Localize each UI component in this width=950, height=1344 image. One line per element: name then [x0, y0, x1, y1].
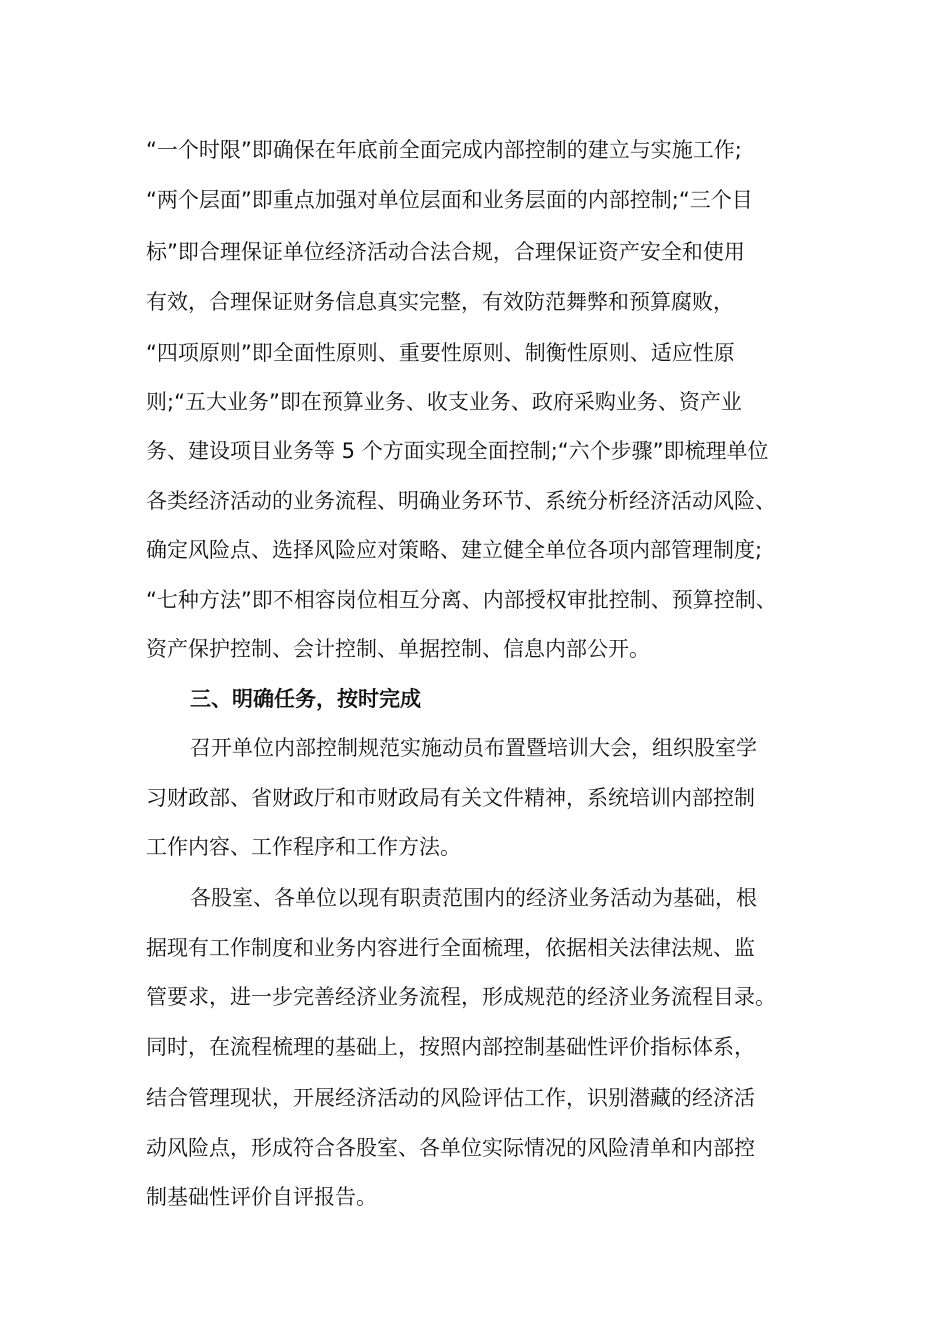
paragraph-2-line-4: 同时，在流程梳理的基础上，按照内部控制基础性评价指标体系，	[146, 1035, 755, 1059]
text-line-10: “七种方法”即不相容岗位相互分离、内部授权审批控制、预算控制、	[146, 588, 777, 612]
paragraph-2-line-5: 结合管理现状，开展经济活动的风险评估工作，识别潜藏的经济活	[146, 1086, 755, 1110]
text-line-9: 确定风险点、选择风险应对策略、建立健全单位各项内部管理制度;	[146, 538, 763, 562]
paragraph-2-line-6: 动风险点，形成符合各股室、各单位实际情况的风险清单和内部控	[146, 1136, 755, 1160]
paragraph-1-line-2: 习财政部、省财政厅和市财政局有关文件精神，系统培训内部控制	[146, 786, 755, 810]
text-line-5: “四项原则”即全面性原则、重要性原则、制衡性原则、适应性原	[146, 341, 735, 365]
paragraph-2-line-3: 管要求，进一步完善经济业务流程，形成规范的经济业务流程目录。	[146, 985, 776, 1009]
text-line-6: 则;“五大业务”即在预算业务、收支业务、政府采购业务、资产业	[146, 390, 742, 414]
paragraph-2-line-1: 各股室、各单位以现有职责范围内的经济业务活动为基础，根	[190, 886, 757, 910]
paragraph-1-line-1: 召开单位内部控制规范实施动员布置暨培训大会，组织股室学	[190, 736, 757, 760]
paragraph-1-line-3: 工作内容、工作程序和工作方法。	[146, 835, 461, 859]
section-heading: 三、明确任务，按时完成	[190, 687, 421, 711]
paragraph-2-line-7: 制基础性评价自评报告。	[146, 1185, 377, 1209]
text-line-2: “两个层面”即重点加强对单位层面和业务层面的内部控制;“三个目	[146, 188, 753, 212]
text-line-11: 资产保护控制、会计控制、单据控制、信息内部公开。	[146, 637, 650, 661]
text-line-8: 各类经济活动的业务流程、明确业务环节、系统分析经济活动风险、	[146, 489, 776, 513]
text-line-7: 务、建设项目业务等 5 个方面实现全面控制;“六个步骤”即梳理单位	[146, 439, 769, 463]
text-line-4: 有效，合理保证财务信息真实完整，有效防范舞弊和预算腐败，	[146, 290, 734, 314]
text-line-3: 标”即合理保证单位经济活动合法合规，合理保证资产安全和使用	[146, 240, 745, 264]
paragraph-2-line-2: 据现有工作制度和业务内容进行全面梳理，依据相关法律法规、监	[146, 936, 755, 960]
text-line-1: “一个时限”即确保在年底前全面完成内部控制的建立与实施工作;	[146, 138, 742, 162]
